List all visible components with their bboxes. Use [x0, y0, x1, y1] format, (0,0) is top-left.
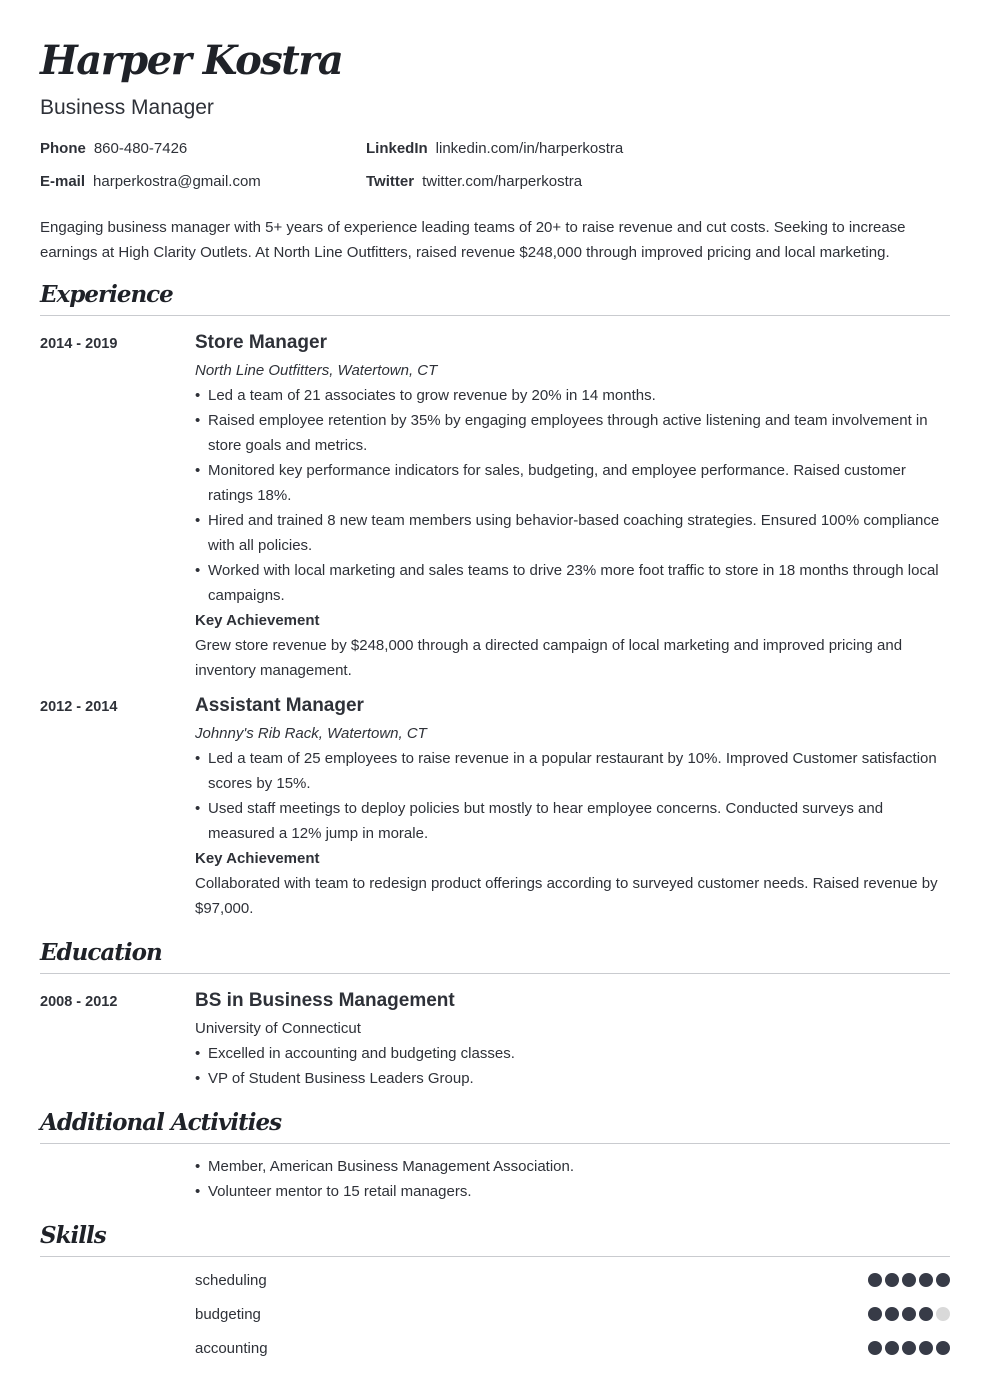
- education-entry: [40, 988, 950, 1091]
- rating-dot-filled: [902, 1341, 916, 1355]
- skill-rating: [868, 1307, 950, 1321]
- candidate-title: Business Manager: [40, 96, 214, 119]
- job-title: Assistant Manager: [195, 695, 364, 716]
- rating-dot-filled: [902, 1307, 916, 1321]
- rating-dot-empty: [936, 1307, 950, 1321]
- contact-email: [40, 171, 366, 193]
- twitter-label: Twitter: [366, 173, 415, 190]
- experience-details: [195, 693, 950, 921]
- key-achievement-text: Grew store revenue by $248,000 through a directed campaign of local marketing and improved pricing and inventory management.: [195, 637, 903, 679]
- rating-dot-filled: [885, 1273, 899, 1287]
- school: University of Connecticut: [195, 1020, 361, 1037]
- rating-dot-filled: [885, 1341, 899, 1355]
- key-achievement-label: Key Achievement: [195, 850, 320, 867]
- education-dates: 2008 - 2012: [40, 994, 118, 1010]
- experience-heading: Experience: [40, 279, 950, 316]
- skill-row: [195, 1297, 950, 1331]
- job-bullets: [195, 746, 950, 846]
- skill-row: [195, 1331, 950, 1365]
- list-item: • Used staff meetings to deploy policies but mostly to hear employee concerns. Conducted surveys and measured a 12% jump in morale.: [195, 796, 950, 846]
- skills-heading: Skills: [40, 1220, 950, 1257]
- contact-info: [40, 138, 950, 193]
- list-item: • Led a team of 21 associates to grow revenue by 20% in 14 months.: [195, 383, 950, 408]
- key-achievement-label: Key Achievement: [195, 612, 320, 629]
- degree: BS in Business Management: [195, 990, 455, 1011]
- rating-dot-filled: [868, 1273, 882, 1287]
- education-heading: Education: [40, 937, 950, 974]
- experience-details: [195, 330, 950, 683]
- activities-spacer: [40, 1154, 195, 1204]
- email-label: E-mail: [40, 173, 86, 190]
- rating-dot-filled: [885, 1307, 899, 1321]
- rating-dot-filled: [936, 1273, 950, 1287]
- skills-section: [40, 1220, 950, 1365]
- skill-name: scheduling: [195, 1271, 267, 1289]
- linkedin-link[interactable]: linkedin.com/in/harperkostra: [435, 140, 624, 157]
- list-item: • Led a team of 25 employees to raise revenue in a popular restaurant by 10%. Improved Customer satisfaction scores by 15%.: [195, 746, 950, 796]
- skill-name: budgeting: [195, 1305, 261, 1323]
- experience-entry: [40, 330, 950, 683]
- company: North Line Outfitters, Watertown, CT: [195, 362, 438, 379]
- education-bullets: [195, 1041, 950, 1091]
- rating-dot-filled: [919, 1307, 933, 1321]
- skill-row: [195, 1263, 950, 1297]
- contact-twitter: [366, 171, 950, 193]
- activities-entry: [40, 1154, 950, 1204]
- summary: Engaging business manager with 5+ years of experience leading teams of 20+ to raise revenue and cut costs. Seeking to increase earnings at High Clarity Outlets. At North Line Outfitters, raised revenue $248,000 through improved pricing and local marketing.: [40, 219, 906, 261]
- twitter-link[interactable]: twitter.com/harperkostra: [422, 173, 583, 190]
- rating-dot-filled: [868, 1341, 882, 1355]
- job-title: Store Manager: [195, 332, 327, 353]
- list-item: • Worked with local marketing and sales teams to drive 23% more foot traffic to store in 18 months through local campaigns.: [195, 558, 950, 608]
- list-item: • Hired and trained 8 new team members using behavior-based coaching strategies. Ensured 100% compliance with all policies.: [195, 508, 950, 558]
- list-item: • Raised employee retention by 35% by engaging employees through active listening and team involvement in store goals and metrics.: [195, 408, 950, 458]
- education-section: [40, 937, 950, 1091]
- linkedin-label: LinkedIn: [366, 140, 428, 157]
- list-item: • Monitored key performance indicators for sales, budgeting, and employee performance. Raised customer ratings 18%.: [195, 458, 950, 508]
- experience-dates: 2012 - 2014: [40, 699, 118, 715]
- contact-phone: [40, 138, 366, 160]
- rating-dot-filled: [902, 1273, 916, 1287]
- skills-list: [40, 1263, 950, 1365]
- rating-dot-filled: [919, 1341, 933, 1355]
- job-bullets: [195, 383, 950, 608]
- rating-dot-filled: [919, 1273, 933, 1287]
- phone-value: 860-480-7426: [93, 140, 188, 157]
- key-achievement-text: Collaborated with team to redesign product offerings according to surveyed customer needs. Raised revenue by $97,000.: [195, 875, 938, 917]
- phone-label: Phone: [40, 140, 86, 157]
- experience-section: [40, 279, 950, 921]
- education-details: [195, 988, 950, 1091]
- experience-dates: 2014 - 2019: [40, 336, 118, 352]
- activities-heading: Additional Activities: [40, 1107, 950, 1144]
- list-item: • Volunteer mentor to 15 retail managers.: [195, 1179, 950, 1204]
- activities-bullets: [195, 1154, 950, 1204]
- candidate-name: Harper Kostra: [40, 37, 343, 84]
- experience-entry: [40, 693, 950, 921]
- resume-header: [40, 36, 950, 122]
- company: Johnny's Rib Rack, Watertown, CT: [195, 725, 427, 742]
- skill-name: accounting: [195, 1339, 268, 1357]
- email-link[interactable]: harperkostra@gmail.com: [93, 173, 261, 190]
- contact-linkedin: [366, 138, 950, 160]
- activities-section: [40, 1107, 950, 1204]
- skill-rating: [868, 1341, 950, 1355]
- list-item: • VP of Student Business Leaders Group.: [195, 1066, 950, 1091]
- skill-rating: [868, 1273, 950, 1287]
- rating-dot-filled: [868, 1307, 882, 1321]
- list-item: • Excelled in accounting and budgeting classes.: [195, 1041, 950, 1066]
- rating-dot-filled: [936, 1341, 950, 1355]
- list-item: • Member, American Business Management Association.: [195, 1154, 950, 1179]
